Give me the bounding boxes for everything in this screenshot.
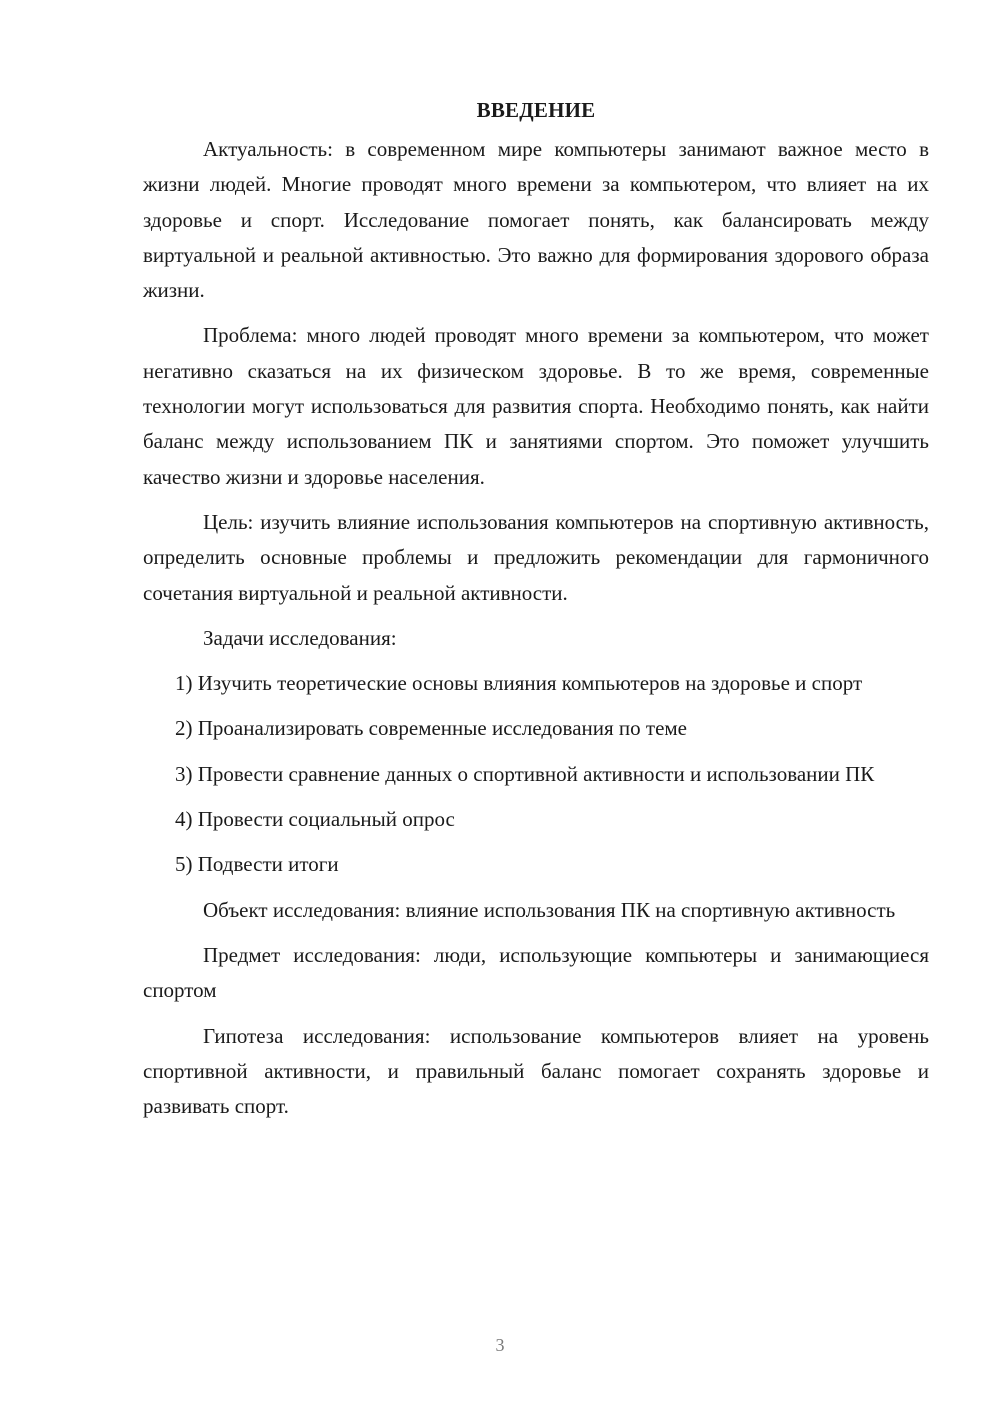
paragraph-hypothesis: Гипотеза исследования: использование компьютеров влияет на уровень спортивной активности, и правильный баланс помогает сохранять здоровье и развивать спорт.	[143, 1023, 929, 1119]
page-title: ВВЕДЕНИЕ	[476, 98, 596, 122]
list-item: 5) Подвести итоги	[175, 852, 339, 877]
paragraph-object: Объект исследования: влияние использования ПК на спортивную активность	[203, 897, 896, 922]
paragraph-goal: Цель: изучить влияние использования компьютеров на спортивную активность, определить основные проблемы и предложить рекомендации для гармоничного сочетания виртуальной и реальной активности.	[143, 509, 929, 605]
tasks-heading: Задачи исследования:	[203, 625, 397, 650]
page-number: 3	[495, 1335, 505, 1355]
tasks-list	[143, 666, 929, 882]
document-page	[143, 96, 929, 1134]
list-item: 2) Проанализировать современные исследования по теме	[175, 716, 687, 741]
list-item: 1) Изучить теоретические основы влияния компьютеров на здоровье и спорт	[175, 671, 863, 696]
list-item: 4) Провести социальный опрос	[175, 807, 455, 832]
paragraph-subject: Предмет исследования: люди, использующие компьютеры и занимающиеся спортом	[143, 942, 929, 1003]
list-item: 3) Провести сравнение данных о спортивной активности и использовании ПК	[175, 761, 875, 786]
paragraph-relevance: Актуальность: в современном мире компьютеры занимают важное место в жизни людей. Многие проводят много времени за компьютером, что влияет на их здоровье и спорт. Исследование помогает понять, как балансировать между виртуальной и реальной активностью. Это важно для формирования здорового образа жизни.	[143, 137, 929, 303]
paragraph-problem: Проблема: много людей проводят много времени за компьютером, что может негативно сказаться на их физическом здоровье. В то же время, современные технологии могут использоваться для развития спорта. Необходимо понять, как найти баланс между использованием ПК и занятиями спортом. Это поможет улучшить качество жизни и здоровье населения.	[143, 323, 929, 489]
